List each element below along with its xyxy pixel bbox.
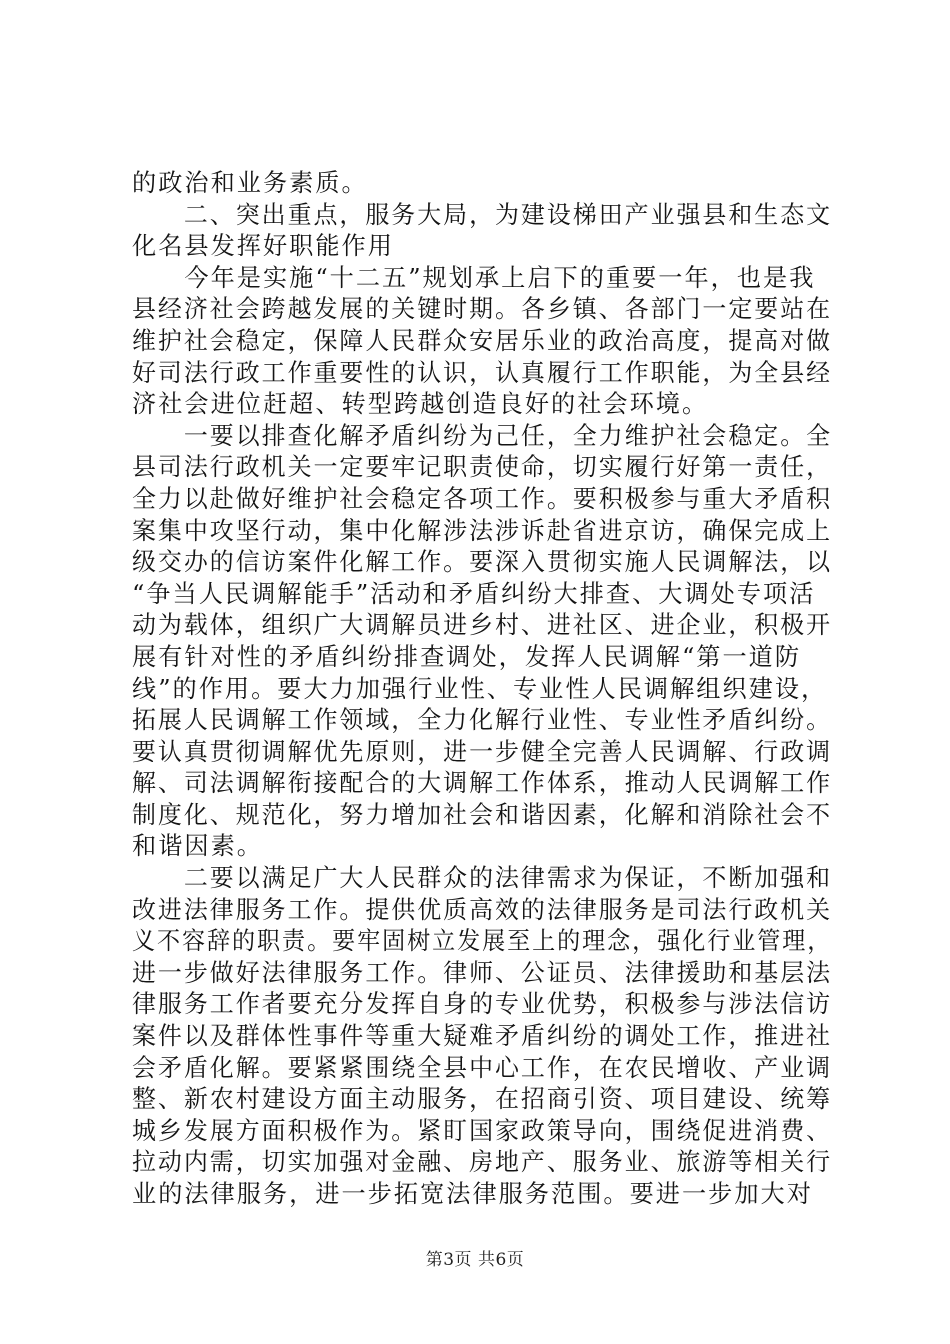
text-line: 的政治和业务素质。 bbox=[132, 169, 368, 197]
text-line: 展有针对性的矛盾纠纷排查调处，发挥人民调解“第一道防 bbox=[132, 642, 802, 671]
text-line: 线”的作用。要大力加强行业性、专业性人民调解组织建设， bbox=[132, 674, 828, 703]
text-line: 济社会进位赶超、转型跨越创造良好的社会环境。 bbox=[132, 390, 709, 419]
text-line: 县司法行政机关一定要牢记职责使命，切实履行好第一责任， bbox=[132, 453, 833, 482]
text-line: 拓展人民调解工作领域，全力化解行业性、专业性矛盾纠纷。 bbox=[132, 706, 833, 735]
text-line: 业的法律服务，进一步拓宽法律服务范围。要进一步加大对 bbox=[132, 1180, 813, 1208]
page-footer: 第3页 共6页 bbox=[425, 1250, 525, 1270]
text-line: 城乡发展方面积极作为。紧盯国家政策导向，围绕促进消费、 bbox=[132, 1116, 833, 1145]
text-line: 二要以满足广大人民群众的法律需求为保证，不断加强和 bbox=[132, 864, 833, 893]
text-line: 全力以赴做好维护社会稳定各项工作。要积极参与重大矛盾积 bbox=[132, 484, 833, 513]
text-line: 今年是实施“十二五”规划承上启下的重要一年，也是我 bbox=[132, 263, 816, 292]
text-line: 二、突出重点，服务大局，为建设梯田产业强县和生态文 bbox=[132, 200, 833, 229]
text-line: 解、司法调解衔接配合的大调解工作体系，推动人民调解工作 bbox=[132, 769, 833, 798]
text-line: 义不容辞的职责。要牢固树立发展至上的理念，强化行业管理， bbox=[132, 927, 833, 956]
text-line: 整、新农村建设方面主动服务，在招商引资、项目建设、统筹 bbox=[132, 1085, 833, 1114]
text-line: 改进法律服务工作。提供优质高效的法律服务是司法行政机关 bbox=[132, 895, 833, 924]
text-line: 动为载体，组织广大调解员进乡村、进社区、进企业，积极开 bbox=[132, 611, 833, 640]
text-line: 好司法行政工作重要性的认识，认真履行工作职能，为全县经 bbox=[132, 358, 833, 387]
text-line: 县经济社会跨越发展的关键时期。各乡镇、各部门一定要站在 bbox=[132, 295, 833, 324]
text-line: 维护社会稳定，保障人民群众安居乐业的政治高度，提高对做 bbox=[132, 326, 833, 355]
text-line: 拉动内需，切实加强对金融、房地产、服务业、旅游等相关行 bbox=[132, 1148, 833, 1177]
text-line: 会矛盾化解。要紧紧围绕全县中心工作，在农民增收、产业调 bbox=[132, 1053, 833, 1082]
text-line: 案集中攻坚行动，集中化解涉法涉诉赴省进京访，确保完成上 bbox=[132, 516, 833, 545]
text-line: “争当人民调解能手”活动和矛盾纠纷大排查、大调处专项活 bbox=[132, 579, 816, 608]
text-line: 进一步做好法律服务工作。律师、公证员、法律援助和基层法 bbox=[132, 958, 833, 987]
text-line: 律服务工作者要充分发挥自身的专业优势，积极参与涉法信访 bbox=[132, 990, 833, 1019]
text-line: 化名县发挥好职能作用 bbox=[132, 232, 394, 261]
text-line: 案件以及群体性事件等重大疑难矛盾纠纷的调处工作，推进社 bbox=[132, 1022, 833, 1051]
text-line: 要认真贯彻调解优先原则，进一步健全完善人民调解、行政调 bbox=[132, 737, 833, 766]
text-line: 制度化、规范化，努力增加社会和谐因素，化解和消除社会不 bbox=[132, 800, 833, 829]
text-line: 级交办的信访案件化解工作。要深入贯彻实施人民调解法，以 bbox=[132, 548, 833, 577]
body-text bbox=[132, 168, 832, 1211]
text-line: 一要以排查化解矛盾纠纷为己任，全力维护社会稳定。全 bbox=[132, 421, 833, 450]
text-line: 和谐因素。 bbox=[132, 832, 263, 861]
